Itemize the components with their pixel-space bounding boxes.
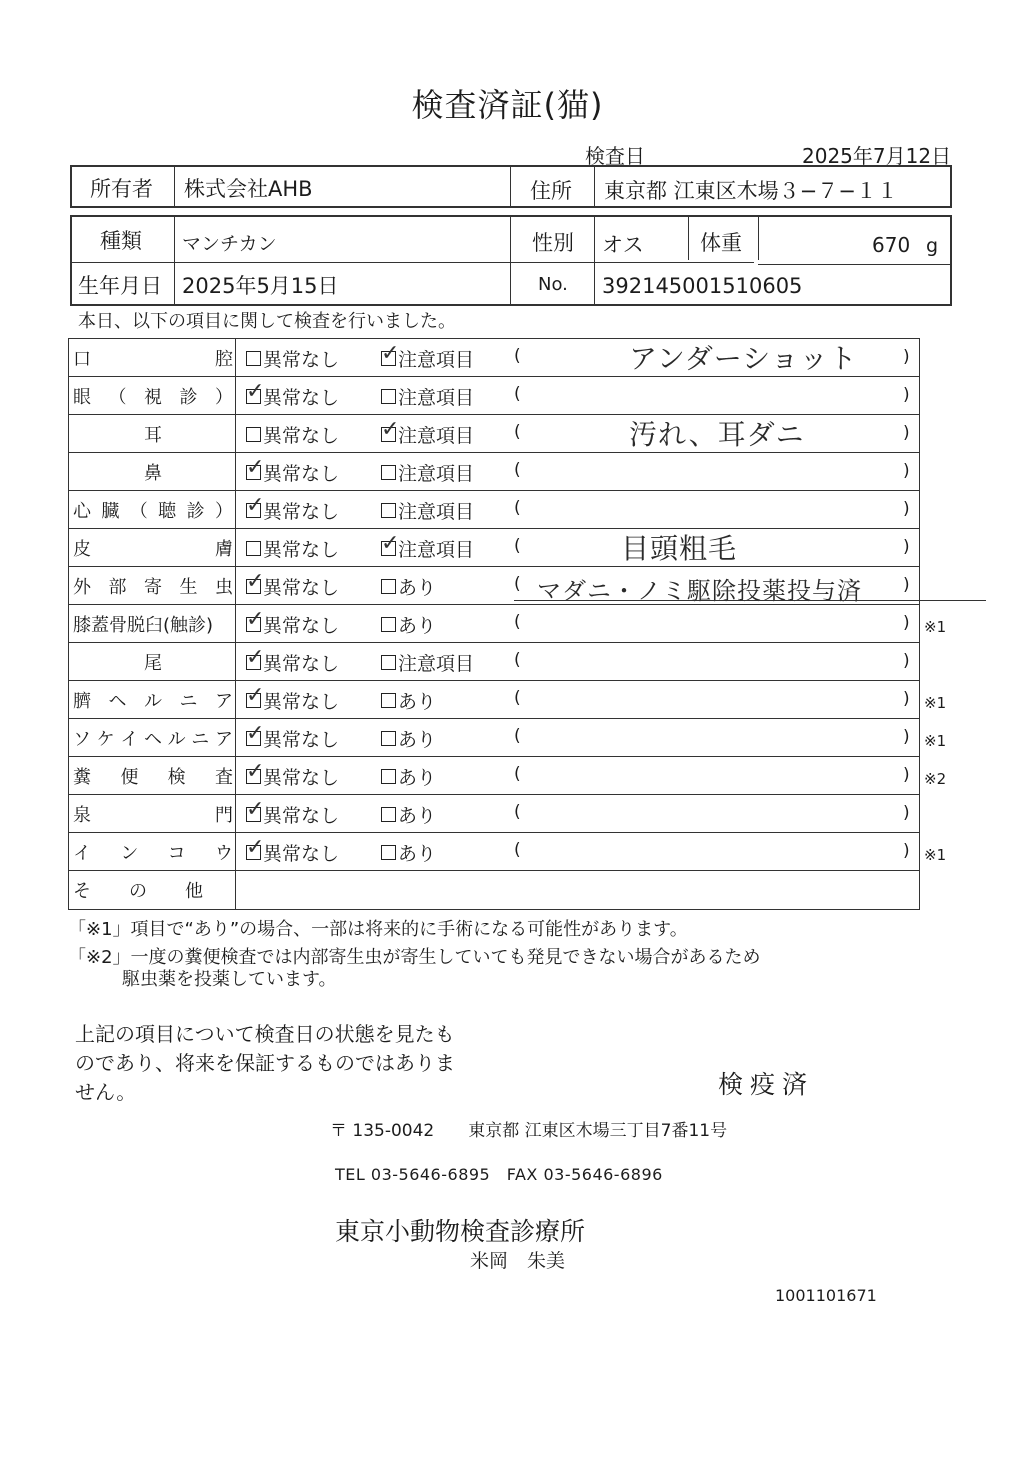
option-label: 注意項目 [398,349,475,371]
item-label [73,687,233,713]
item-label-part: 糞 [73,767,91,788]
inspection-row [69,643,919,681]
remark-text: 目頭粗毛 [621,532,738,565]
open-paren: ( [514,536,521,556]
open-paren: ( [514,650,521,670]
dob-value: 2025年5月15日 [182,274,339,298]
option-label: 異常なし [263,501,340,523]
open-paren: ( [514,688,521,708]
no-abnormality-option[interactable] [246,759,340,790]
no-abnormality-option[interactable] [246,607,340,638]
item-label-part: ア [215,691,233,712]
no-abnormality-option[interactable] [246,835,340,866]
item-label [73,763,233,789]
check-mark-icon: ✓ [246,455,265,480]
option-label: 注意項目 [398,425,475,447]
option-label: あり [398,615,437,637]
check-mark-icon: ✓ [246,759,265,784]
inspection-table [68,338,920,910]
close-paren: ) [903,727,910,747]
item-label-part: そ [73,881,91,902]
attention-option[interactable] [381,383,474,410]
item-label [73,497,233,523]
item-label-part: ニ [179,691,198,712]
option-label: あり [398,729,437,751]
sex-label: 性別 [532,231,574,255]
item-label-part: 口 [73,349,91,370]
item-label-part: 臓 [101,501,120,522]
item-label-part: コ [167,843,186,864]
check-mark-icon: ✓ [246,645,265,670]
exam-date-label: 検査日 [585,144,645,168]
option-label: 異常なし [263,615,340,637]
item-label-part: 外 [73,577,91,598]
item-label-part: ） [215,387,233,408]
item-label-part: 寄 [144,577,162,598]
option-label: 異常なし [263,767,340,789]
inspection-row [69,415,919,453]
open-paren: ( [514,726,521,746]
checkbox[interactable] [246,379,265,404]
no-abnormality-option[interactable] [246,645,340,676]
inspection-row [69,833,919,871]
option-label: あり [398,767,437,789]
note-2: 「※2」一度の糞便検査では内部寄生虫が寄生していても発見できない場合があるため [68,947,761,968]
no-abnormality-option[interactable] [246,379,340,410]
check-mark-icon: ✓ [381,341,400,366]
no-abnormality-option[interactable] [246,535,339,562]
footnote-marker: ※1 [924,846,947,864]
address-label: 住所 [530,179,572,203]
item-label-part: （ [129,501,148,522]
checkbox[interactable] [381,655,396,670]
item-label-part: ） [214,501,233,522]
no-abnormality-option[interactable] [246,569,340,600]
certificate-number: 1001101671 [775,1286,877,1305]
check-mark-icon: ✓ [246,569,265,594]
checkbox[interactable] [246,455,265,480]
attention-option[interactable] [381,417,475,448]
dob-label: 生年月日 [78,274,162,298]
item-label [73,535,233,561]
item-label-part: 便 [120,767,139,788]
checkbox[interactable] [246,541,261,556]
breed-label: 種類 [100,229,142,253]
item-label-part: ア [214,729,233,750]
inspection-row [69,681,919,719]
item-label [73,459,233,485]
note-2-cont: 駆虫薬を投薬しています。 [122,969,337,990]
inspection-row [69,719,919,757]
option-label: 異常なし [263,577,340,599]
open-paren: ( [514,460,521,480]
close-paren: ) [903,423,910,443]
check-mark-icon: ✓ [381,531,400,556]
attention-option[interactable] [381,611,436,638]
inspection-row [69,757,919,795]
doctor-name: 米岡 朱美 [470,1250,566,1272]
item-label [73,383,233,409]
weight-value: 670 [872,233,911,257]
attention-option[interactable] [381,801,436,828]
item-label-part: 聴 [158,501,177,522]
item-label [73,877,203,903]
sex-value: オス [602,233,644,257]
check-mark-icon: ✓ [381,417,400,442]
option-label: 異常なし [263,425,340,447]
item-label-part: 他 [185,881,203,902]
option-label: あり [398,805,437,827]
close-paren: ) [903,765,910,785]
clinic-name: 東京小動物検査診療所 [335,1217,586,1246]
item-label [73,345,233,371]
open-paren: ( [514,384,521,404]
item-label [73,421,233,447]
weight-unit: g [926,235,939,257]
check-mark-icon: ✓ [246,721,265,746]
item-label-part: ル [167,729,186,750]
footnote-marker: ※1 [924,732,947,750]
item-label-part: 視 [144,387,162,408]
number-value: 392145001510605 [602,274,803,298]
option-label: 異常なし [263,653,340,675]
checkbox[interactable] [246,569,265,594]
item-label-part: ン [120,843,139,864]
inspection-row [69,605,919,643]
checkbox[interactable] [381,731,396,746]
checkbox[interactable] [381,465,396,480]
close-paren: ) [903,385,910,405]
attention-option[interactable] [381,573,436,600]
open-paren: ( [514,422,521,442]
option-label: 異常なし [263,729,340,751]
item-label-part: イ [73,843,91,864]
item-label-part: 泉 [73,805,91,826]
item-label-part: 眼 [73,387,91,408]
attention-option[interactable] [381,687,436,714]
item-label-part: ヘ [108,691,127,712]
item-label-part: 膚 [215,539,233,560]
closing-statement: 上記の項目について検査日の状態を見たものであり、将来を保証するものではありません。 [75,1022,455,1104]
close-paren: ) [903,499,910,519]
close-paren: ) [903,689,910,709]
checkbox[interactable] [246,721,265,746]
checkbox[interactable] [381,503,396,518]
open-paren: ( [514,574,521,594]
inspection-row-other [69,871,919,909]
item-label-part: ニ [191,729,210,750]
check-mark-icon: ✓ [246,835,265,860]
checkbox[interactable] [246,645,265,670]
footnote-marker: ※2 [924,770,947,788]
close-paren: ) [903,841,910,861]
option-label: 異常なし [263,387,340,409]
pet-info-box [70,215,952,306]
item-label-part: （ [108,387,127,408]
clinic-address: 〒 135-0042 東京都 江東区木場三丁目7番11号 [330,1121,728,1141]
attention-option[interactable] [381,341,475,372]
item-label-part: ケ [96,729,115,750]
no-abnormality-option[interactable] [246,797,340,828]
item-label-part: ル [144,691,162,712]
attention-option[interactable] [381,649,474,676]
option-label: 異常なし [263,691,340,713]
intro-text: 本日、以下の項目に関して検査を行いました。 [78,311,456,332]
note-1: 「※1」項目で“あり”の場合、一部は将来的に手術になる可能性があります。 [68,919,688,940]
attention-option[interactable] [381,531,475,562]
close-paren: ) [903,537,910,557]
inspection-row [69,491,919,529]
remark-text: マダニ・ノミ駆除投薬投与済 [537,577,862,605]
checkbox[interactable] [381,845,396,860]
checkbox[interactable] [381,417,400,442]
option-label: 注意項目 [398,463,475,485]
option-label: 注意項目 [398,653,475,675]
no-abnormality-option[interactable] [246,455,340,486]
attention-option[interactable] [381,497,474,524]
checkbox[interactable] [246,683,265,708]
checkbox[interactable] [381,807,396,822]
no-abnormality-option[interactable] [246,721,340,752]
checkbox[interactable] [246,427,261,442]
item-label-part: 生 [179,577,198,598]
item-label-part: 鼻 [144,463,162,484]
open-paren: ( [514,612,521,632]
attention-option[interactable] [381,763,436,790]
checkbox[interactable] [381,617,396,632]
close-paren: ) [903,347,910,367]
item-label [73,573,233,599]
item-label-part: 門 [215,805,233,826]
option-label: あり [398,691,437,713]
option-label: 注意項目 [398,387,475,409]
item-label-part: 尾 [144,653,162,674]
checkbox[interactable] [381,693,396,708]
item-label-part: 診 [186,501,205,522]
open-paren: ( [514,802,521,822]
item-label-part: 部 [108,577,127,598]
inspection-row [69,529,919,567]
item-label [73,611,233,637]
inspection-row [69,377,919,415]
close-paren: ) [903,461,910,481]
option-label: 注意項目 [398,539,475,561]
address-value: 東京都 江東区木場３−７−１１ [604,179,898,203]
option-label: あり [398,577,437,599]
open-paren: ( [514,840,521,860]
checkbox[interactable] [381,341,400,366]
checkbox[interactable] [246,351,261,366]
exam-date: 2025年7月12日 [802,144,952,168]
attention-option[interactable] [381,725,436,752]
option-label: 異常なし [263,463,340,485]
item-label-part: 心 [73,501,91,522]
close-paren: ) [903,803,910,823]
item-label-part: 膝蓋骨脱臼(触診) [73,615,214,636]
inspection-row [69,795,919,833]
owner-value: 株式会社AHB [184,177,313,201]
remark-underline [514,600,986,601]
owner-address-box [70,165,952,208]
item-label [73,649,233,675]
checkbox[interactable] [246,759,265,784]
breed-value: マンチカン [182,233,277,255]
checkbox[interactable] [246,835,265,860]
owner-label: 所有者 [90,177,153,201]
option-label: 異常なし [263,349,340,371]
option-label: 注意項目 [398,501,475,523]
clinic-phone: TEL 03-5646-6895 FAX 03-5646-6896 [335,1165,663,1184]
checkbox[interactable] [381,579,396,594]
close-paren: ) [903,651,910,671]
no-abnormality-option[interactable] [246,493,340,524]
no-abnormality-option[interactable] [246,345,339,372]
document-title: 検査済証(猫) [411,86,604,124]
item-label-part: 虫 [215,577,233,598]
checkbox[interactable] [381,389,396,404]
item-label-part: ソ [73,729,91,750]
check-mark-icon: ✓ [246,379,265,404]
check-mark-icon: ✓ [246,607,265,632]
item-label-part: 耳 [144,425,162,446]
option-label: 異常なし [263,805,340,827]
number-label: No. [538,274,568,295]
item-label-part: ウ [214,843,233,864]
item-label-part: 検 [167,767,186,788]
check-mark-icon: ✓ [246,797,265,822]
option-label: あり [398,843,437,865]
item-label-part: 腔 [215,349,233,370]
open-paren: ( [514,764,521,784]
inspection-row [69,453,919,491]
no-abnormality-option[interactable] [246,421,339,448]
item-label [73,801,233,827]
item-label-part: 皮 [73,539,91,560]
close-paren: ) [903,575,910,595]
checkbox[interactable] [246,493,265,518]
item-label-part: ヘ [143,729,162,750]
checkbox[interactable] [381,531,400,556]
check-mark-icon: ✓ [246,493,265,518]
item-label [73,839,233,865]
checkbox[interactable] [246,797,265,822]
item-label-part: 診 [179,387,198,408]
open-paren: ( [514,346,521,366]
item-label-part: の [129,881,147,902]
footnote-marker: ※1 [924,618,947,636]
inspection-row [69,339,919,377]
item-label [73,725,233,751]
open-paren: ( [514,498,521,518]
attention-option[interactable] [381,459,474,486]
item-label-part: イ [120,729,139,750]
item-label-part: 臍 [73,691,91,712]
attention-option[interactable] [381,839,436,866]
checkbox[interactable] [246,607,265,632]
remark-text: アンダーショット [629,342,858,375]
footnote-marker: ※1 [924,694,947,712]
item-label-part: 査 [214,767,233,788]
check-mark-icon: ✓ [246,683,265,708]
option-label: 異常なし [263,539,340,561]
inspection-stamp: 検疫済 [718,1070,815,1099]
option-label: 異常なし [263,843,340,865]
no-abnormality-option[interactable] [246,683,340,714]
checkbox[interactable] [381,769,396,784]
close-paren: ) [903,613,910,633]
remark-text: 汚れ、耳ダニ [629,418,805,451]
weight-label: 体重 [700,231,742,255]
